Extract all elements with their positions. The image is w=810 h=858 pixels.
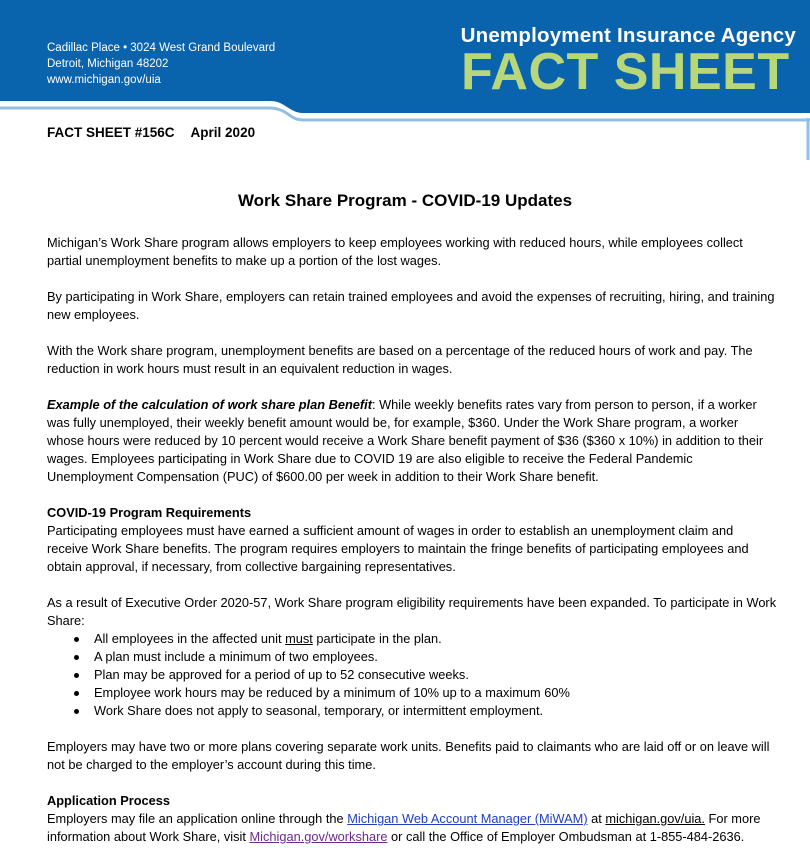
address-line-web: www.michigan.gov/uia bbox=[47, 74, 161, 86]
plans-paragraph: Employers may have two or more plans covering separate work units. Benefits paid to claimants who are laid off or on leave will not be charged to the employer’s account during this time. bbox=[47, 739, 770, 772]
miwam-link[interactable]: Michigan Web Account Manager (MiWAM) bbox=[347, 811, 588, 826]
agency-name: Unemployment Insurance Agency bbox=[460, 24, 796, 47]
requirements-heading: COVID-19 Program Requirements bbox=[47, 505, 252, 520]
agency-address bbox=[47, 40, 275, 88]
example-body: : While weekly benefits rates vary from person to person, if a worker was fully unemployed, their weekly benefit amount would be, for example, $360. Under the Work Share program, a worker whose hours were reduced by 10 percent would receive a Work Share benefit payment of $36 ($360 x 10%) in addition to their wages. Employees participating in Work Share due to COVID 19 are also eligible to receive the Federal Pandemic Unemployment Compensation (PUC) of $600.00 per week in addition to their Work Share benefit. bbox=[47, 397, 764, 484]
list-item: Work Share does not apply to seasonal, temporary, or intermittent employment. bbox=[94, 702, 777, 720]
example-lead: Example of the calculation of work share plan Benefit bbox=[47, 397, 372, 412]
sheet-number: FACT SHEET #156C bbox=[47, 125, 175, 140]
document-title: Work Share Program - COVID-19 Updates bbox=[237, 191, 573, 210]
benefits-paragraph: With the Work share program, unemployment benefits are based on a percentage of the reduced hours of work and pay. The reduction in work hours must result in an equivalent reduction in wages. bbox=[47, 343, 753, 376]
sheet-date: April 2020 bbox=[190, 125, 256, 140]
address-line-city: Detroit, Michigan 48202 bbox=[47, 58, 169, 70]
fact-sheet-banner-title: FACT SHEET bbox=[461, 43, 790, 101]
executive-order-paragraph: As a result of Executive Order 2020-57, Work Share program eligibility requirements have been expanded. To participate in Work Share: bbox=[47, 595, 777, 628]
list-item: Plan may be approved for a period of up to 52 consecutive weeks. bbox=[94, 666, 777, 684]
application-heading: Application Process bbox=[47, 793, 171, 808]
example-paragraph bbox=[47, 396, 777, 486]
uia-link[interactable]: michigan.gov/uia. bbox=[605, 811, 705, 826]
application-paragraph: Employers may file an application online through the Michigan Web Account Manager (MiWAM) at michigan.gov/uia. For more information about Work Share, visit Michigan.gov/workshare or call the Office of Employer Ombudsman at 1-855-484-2636. bbox=[47, 811, 761, 844]
eligibility-list bbox=[47, 630, 777, 720]
retain-paragraph: By participating in Work Share, employers can retain trained employees and avoid the expenses of recruiting, hiring, and training new employees. bbox=[47, 289, 775, 322]
intro-paragraph: Michigan’s Work Share program allows employers to keep employees working with reduced hours, while employees collect partial unemployment benefits to make up a portion of the lost wages. bbox=[47, 235, 743, 268]
list-item: All employees in the affected unit must participate in the plan. bbox=[94, 630, 777, 648]
list-item: Employee work hours may be reduced by a minimum of 10% up to a maximum 60% bbox=[94, 684, 777, 702]
document-body bbox=[47, 234, 777, 846]
must-emphasis: must bbox=[285, 631, 313, 646]
list-item: A plan must include a minimum of two employees. bbox=[94, 648, 777, 666]
workshare-link[interactable]: Michigan.gov/workshare bbox=[249, 829, 388, 844]
requirements-paragraph: Participating employees must have earned a sufficient amount of wages in order to establish an unemployment claim and receive Work Share benefits. The program requires employers to maintain the fringe benefits of participating employees and obtain approval, if necessary, from collective bargaining representatives. bbox=[47, 523, 749, 574]
sheet-info bbox=[47, 125, 271, 140]
address-line-street: Cadillac Place • 3024 West Grand Boulevard bbox=[47, 42, 276, 54]
